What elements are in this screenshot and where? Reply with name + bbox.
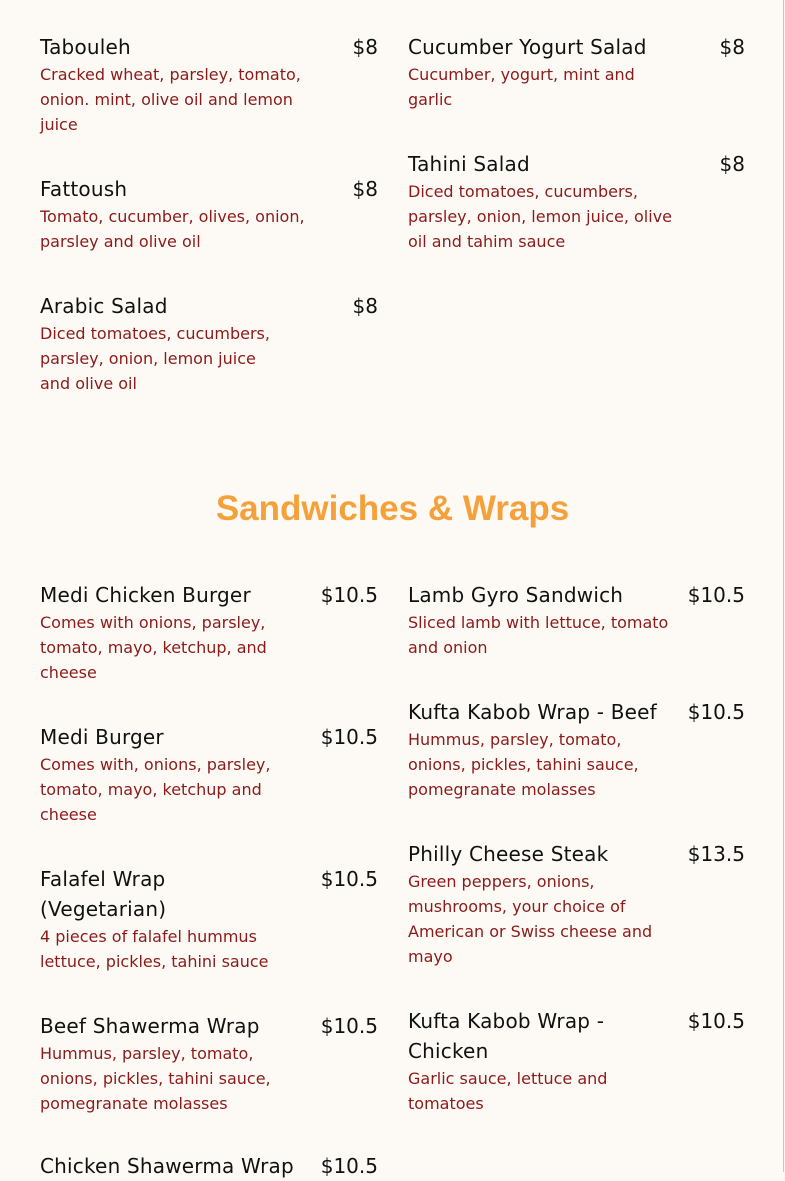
item-header xyxy=(408,580,745,610)
item-header xyxy=(40,1151,378,1181)
item-description: Cracked wheat, parsley, tomato, onion. mint, olive oil and lemon juice xyxy=(40,65,301,134)
menu-item-medi-chicken-burger xyxy=(40,580,378,685)
item-header xyxy=(408,149,745,179)
item-description: Hummus, parsley, tomato, onions, pickles, tahini sauce, pomegranate molasses xyxy=(40,1044,271,1113)
item-price: $8 xyxy=(352,294,378,318)
item-name: Kufta Kabob Wrap - Chicken xyxy=(408,1009,605,1063)
item-header xyxy=(408,697,745,727)
item-price: $10.5 xyxy=(320,867,378,891)
menu-item-falafel-wrap xyxy=(40,864,378,974)
item-price: $8 xyxy=(352,177,378,201)
item-header xyxy=(408,32,745,62)
item-price: $13.5 xyxy=(687,842,745,866)
item-name: Tahini Salad xyxy=(408,152,530,176)
item-price: $8 xyxy=(719,152,745,176)
item-name: Cucumber Yogurt Salad xyxy=(408,35,647,59)
menu-item-kufta-kabob-wrap-beef xyxy=(408,697,745,802)
menu-item-beef-shawerma-wrap xyxy=(40,1011,378,1116)
item-header xyxy=(40,174,378,204)
item-price: $10.5 xyxy=(320,725,378,749)
item-header xyxy=(40,32,378,62)
item-header xyxy=(40,722,378,752)
menu-item-cucumber-yogurt-salad xyxy=(408,32,745,112)
item-header xyxy=(40,864,378,924)
item-description: Hummus, parsley, tomato, onions, pickles, tahini sauce, pomegranate molasses xyxy=(408,730,639,799)
section-title-sandwiches-wraps: Sandwiches & Wraps xyxy=(215,489,570,528)
item-header xyxy=(40,580,378,610)
item-name: Medi Chicken Burger xyxy=(40,583,251,607)
item-description: Comes with onions, parsley, tomato, mayo, ketchup, and cheese xyxy=(40,613,267,682)
menu-item-tahini-salad xyxy=(408,149,745,254)
item-name: Philly Cheese Steak xyxy=(408,842,609,866)
item-header xyxy=(40,1011,378,1041)
item-price: $10.5 xyxy=(320,1014,378,1038)
item-header xyxy=(40,291,378,321)
item-name: Chicken Shawerma Wrap xyxy=(40,1154,294,1178)
item-name: Arabic Salad xyxy=(40,294,168,318)
item-price: $8 xyxy=(719,35,745,59)
item-name: Kufta Kabob Wrap - Beef xyxy=(408,700,657,724)
item-header xyxy=(408,839,745,869)
item-description: Tomato, cucumber, olives, onion, parsley and olive oil xyxy=(40,207,305,251)
page-edge-rule xyxy=(783,0,784,1172)
menu-item-lamb-gyro-sandwich xyxy=(408,580,745,660)
item-name: Beef Shawerma Wrap xyxy=(40,1014,260,1038)
item-name: Tabouleh xyxy=(40,35,131,59)
item-description: 4 pieces of falafel hummus lettuce, pickles, tahini sauce xyxy=(40,927,269,971)
item-price: $10.5 xyxy=(687,583,745,607)
menu-item-tabouleh xyxy=(40,32,378,137)
menu-item-kufta-kabob-wrap-chicken xyxy=(408,1006,745,1116)
item-price: $10.5 xyxy=(320,583,378,607)
item-description: Garlic sauce, lettuce and tomatoes xyxy=(408,1069,608,1113)
menu-item-philly-cheese-steak xyxy=(408,839,745,969)
item-name: Falafel Wrap (Vegetarian) xyxy=(40,867,167,921)
item-price: $10.5 xyxy=(320,1154,378,1178)
item-name: Medi Burger xyxy=(40,725,164,749)
item-price: $8 xyxy=(352,35,378,59)
item-price: $10.5 xyxy=(687,700,745,724)
item-name: Lamb Gyro Sandwich xyxy=(408,583,624,607)
item-description: Diced tomatoes, cucumbers, parsley, onion, lemon juice, olive oil and tahim sauce xyxy=(408,182,673,251)
item-header xyxy=(408,1006,745,1066)
item-description: Diced tomatoes, cucumbers, parsley, onion, lemon juice and olive oil xyxy=(40,324,270,393)
menu-item-fattoush xyxy=(40,174,378,254)
item-price: $10.5 xyxy=(687,1009,745,1033)
menu-item-arabic-salad xyxy=(40,291,378,396)
item-description: Comes with, onions, parsley, tomato, mayo, ketchup and cheese xyxy=(40,755,271,824)
menu-item-medi-burger xyxy=(40,722,378,827)
item-description: Sliced lamb with lettuce, tomato and onion xyxy=(408,613,669,657)
item-description: Green peppers, onions, mushrooms, your choice of American or Swiss cheese and mayo xyxy=(408,872,653,966)
item-name: Fattoush xyxy=(40,177,128,201)
item-description: Cucumber, yogurt, mint and garlic xyxy=(408,65,635,109)
menu-item-chicken-shawerma-wrap xyxy=(40,1151,378,1181)
